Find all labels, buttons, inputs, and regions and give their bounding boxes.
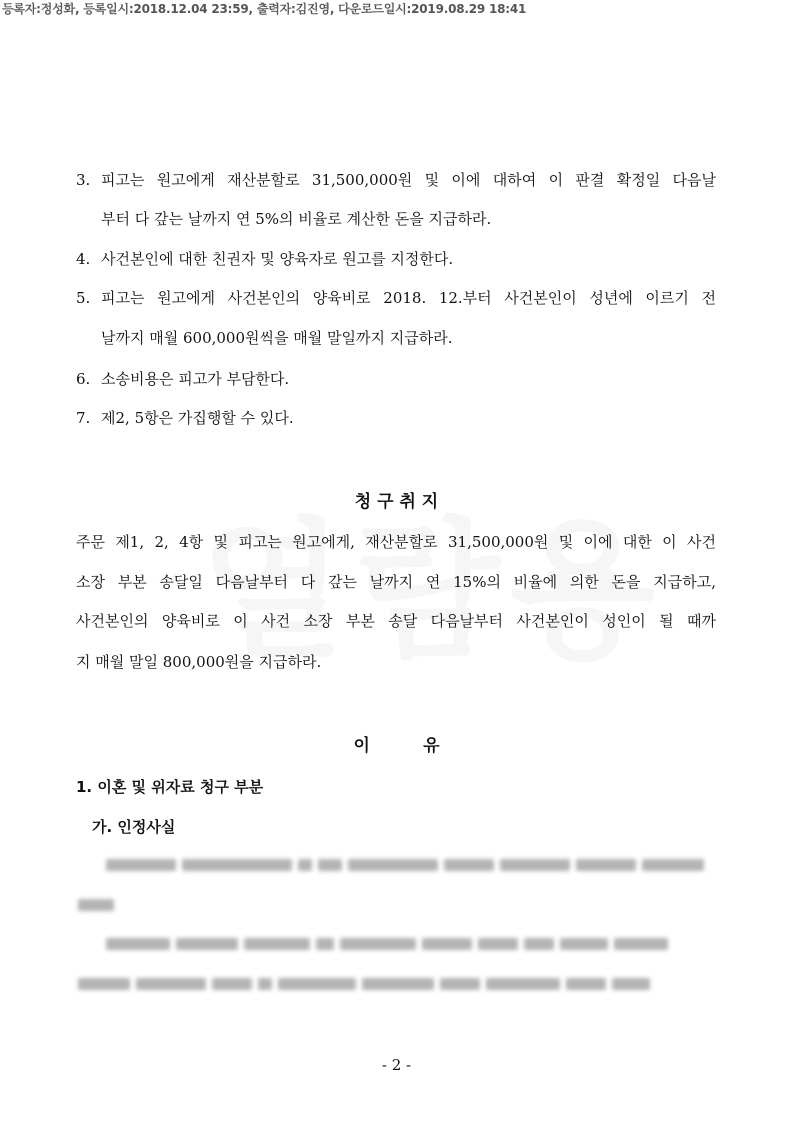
order-item-3-line2: 부터 다 갚는 날까지 연 5%의 비율로 계산한 돈을 지급하라.: [101, 210, 492, 228]
order-item-3-line1: 피고는 원고에게 재산분할로 31,500,000원 및 이에 대하여 이 판결 확정일 다음날: [101, 171, 716, 189]
claim-title: 청 구 취 지: [354, 492, 439, 512]
order-item-7-line1: 제2, 5항은 가집행할 수 있다.: [101, 409, 294, 427]
section-1-heading: 1. 이혼 및 위자료 청구 부분: [76, 778, 264, 796]
redacted-text-line-4: [78, 976, 650, 992]
subsection-a-heading: 가. 인정사실: [92, 818, 176, 836]
document-meta-header: 등록자:정성화, 등록일시:2018.12.04 23:59, 출력자:김진영, 다운로드일시:2019.08.29 18:41: [2, 2, 527, 16]
claim-line-1: 주문 제1, 2, 4항 및 피고는 원고에게, 재산분할로 31,500,000원 및 이에 대한 이 사건: [76, 533, 716, 551]
order-item-6-line1: 소송비용은 피고가 부담한다.: [101, 370, 290, 388]
redacted-text-line-1: [106, 857, 704, 873]
order-item-5-line1: 피고는 원고에게 사건본인의 양육비로 2018. 12.부터 사건본인이 성년에 이르기 전: [101, 289, 716, 307]
order-item-4-num: 4.: [76, 250, 91, 268]
page-number: - 2 -: [381, 1056, 412, 1074]
order-item-5-num: 5.: [76, 289, 91, 307]
reason-title: 이 유: [353, 736, 440, 756]
order-item-7-num: 7.: [76, 409, 91, 427]
claim-line-2: 소장 부본 송달일 다음날부터 다 갚는 날까지 연 15%의 비율에 의한 돈을 지급하고,: [76, 573, 716, 591]
order-item-3-num: 3.: [76, 171, 91, 189]
redacted-text-line-3: [106, 936, 668, 952]
redacted-text-line-2: [78, 897, 114, 913]
claim-line-4: 지 매월 말일 800,000원을 지급하라.: [76, 653, 322, 671]
order-item-6-num: 6.: [76, 370, 91, 388]
claim-line-3: 사건본인의 양육비로 이 사건 소장 부본 송달 다음날부터 사건본인이 성인이 될 때까: [76, 612, 716, 630]
order-item-4-line1: 사건본인에 대한 친권자 및 양육자로 원고를 지정한다.: [101, 250, 454, 268]
order-item-5-line2: 날까지 매월 600,000원씩을 매월 말일까지 지급하라.: [101, 329, 453, 347]
